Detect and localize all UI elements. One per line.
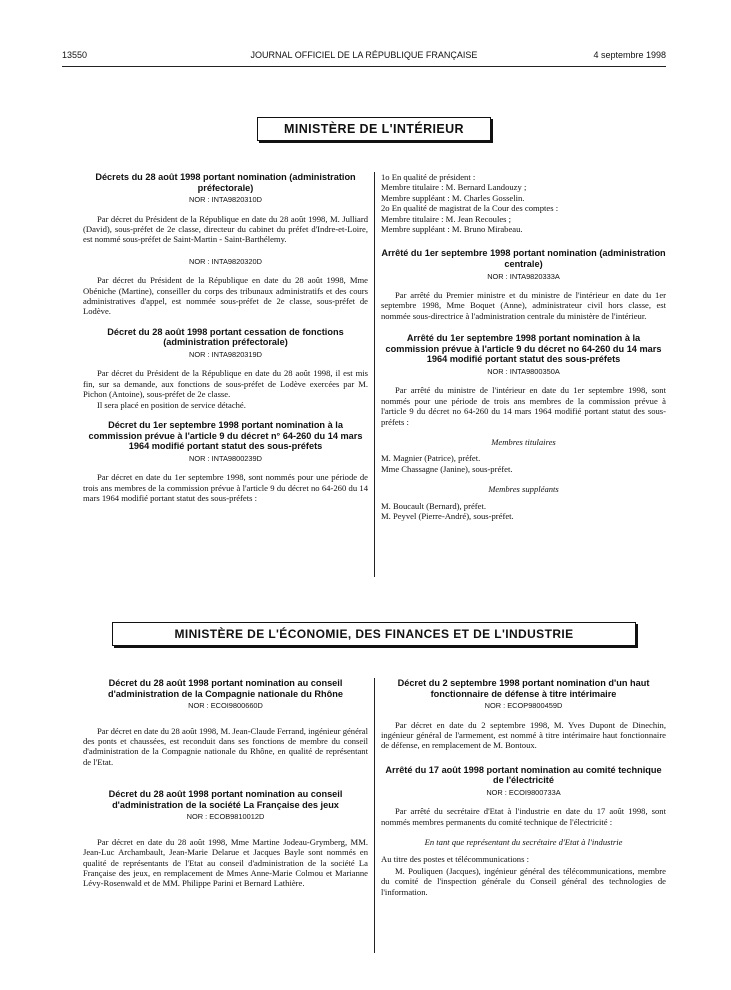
article	[83, 327, 368, 410]
postes-line: Au titre des postes et télécommunications :	[381, 853, 529, 864]
article	[83, 257, 368, 317]
commission-line: Membre titulaire : M. Bernard Landouzy ;	[381, 182, 527, 193]
ministry-title: MINISTÈRE DE L'ÉCONOMIE, DES FINANCES ET DE L'INDUSTRIE	[174, 627, 574, 641]
article	[83, 789, 368, 889]
article-title: Décret du 28 août 1998 portant nomination au conseil d'administration de la société La Française des jeux	[108, 789, 343, 810]
nor-reference: NOR : INTA9820333A	[487, 271, 560, 281]
nor-reference: NOR : ECOI9800733A	[486, 788, 561, 797]
article-title: Décret du 1er septembre 1998 portant nomination à la commission prévue à l'article 9 du décret n° 64-260 du 14 mars 1964 modifié portant statut des sous-préfets	[88, 420, 363, 452]
journal-title: JOURNAL OFFICIEL DE LA RÉPUBLIQUE FRANÇAISE	[250, 50, 478, 60]
member-paragraph: M. Pouliquen (Jacques), ingénieur général des télécommunications, membre du comité de l'inspection générale du Conseil général des technologies de l'information.	[381, 866, 666, 897]
commission-line: Membre titulaire : M. Jean Recoules ;	[381, 213, 512, 224]
page-number: 13550	[62, 50, 88, 60]
article-title: Arrêté du 1er septembre 1998 portant nomination à la commission prévue à l'article 9 du décret no 64-260 du 14 mars 1964 modifié portant statut des sous-préfets	[385, 333, 662, 365]
article-paragraph: Par arrêté du Premier ministre et du ministre de l'intérieur en date du 1er septembre 1998, Mme Boquet (Anne), administrateur civil hors classe, est nommée sous-directrice à l'administration centrale du ministère de l'intérieur.	[381, 290, 666, 321]
article	[83, 172, 368, 245]
section1-left-column	[83, 172, 368, 511]
member-line: M. Magnier (Patrice), préfet.	[381, 453, 481, 464]
nor-reference: NOR : ECOI9800660D	[188, 701, 263, 711]
article-paragraph: Par décret du Président de la République en date du 28 août 1998, Mme Obéniche (Martine), conseiller du corps des tribunaux administratifs et des cours administratives d'appel, est nommée sous-préfet de 2e classe, sous-préfet de Lodève.	[83, 275, 368, 317]
member-line: Mme Chassagne (Janine), sous-préfet.	[381, 463, 513, 474]
members-heading: Membres titulaires	[491, 437, 556, 448]
commission-line: Membre suppléant : M. Charles Gosselin.	[381, 192, 525, 203]
ministry-title: MINISTÈRE DE L'INTÉRIEUR	[284, 122, 464, 136]
nor-reference: NOR : INTA9820319D	[189, 350, 262, 360]
section2-right-column	[381, 678, 666, 905]
article-paragraph: Par arrêté du secrétaire d'Etat à l'industrie en date du 17 août 1998, sont nommés membres permanents du comité technique de l'électricité :	[381, 806, 666, 827]
nor-reference: NOR : ECOP9800459D	[484, 701, 563, 711]
section1-right-column	[381, 172, 666, 522]
ministry-economie-box	[112, 622, 636, 646]
commission-line: 1o En qualité de président :	[381, 172, 476, 182]
article-title: Arrêté du 1er septembre 1998 portant nomination (administration centrale)	[381, 248, 666, 270]
nor-reference: NOR : INTA9800350A	[487, 367, 560, 377]
article	[381, 333, 666, 427]
article	[381, 765, 666, 827]
ministry-interieur-box	[257, 117, 491, 141]
article	[381, 678, 666, 751]
column-divider	[374, 172, 375, 577]
section2-left-column	[83, 678, 368, 897]
article-paragraph: Par décret en date du 1er septembre 1998, sont nommés pour une période de trois ans membres de la commission prévue à l'article 9 du décret no 64-260 du 14 mars 1964 modifié portant statut des sous-préfets :	[83, 472, 368, 504]
page-header	[62, 50, 666, 64]
article	[381, 248, 666, 321]
commission-line: 2o En qualité de magistrat de la Cour des comptes :	[381, 203, 559, 214]
nor-reference: NOR : INTA9800239D	[189, 453, 262, 463]
members-heading: Membres suppléants	[488, 484, 559, 495]
nor-reference: NOR : INTA9820310D	[189, 195, 262, 205]
member-line: M. Boucault (Bernard), préfet.	[381, 500, 486, 511]
article-title: Décret du 2 septembre 1998 portant nomination d'un haut fonctionnaire de défense à titre intérimaire	[397, 678, 650, 699]
article-paragraph: Par décret en date du 28 août 1998, M. Jean-Claude Ferrand, ingénieur général des ponts et chaussées, est reconduit dans ses fonctions de membre du conseil d'administration de la Compagnie nationale du Rhône, en qualité de représentant de l'Etat.	[83, 725, 368, 767]
article-paragraph: Il sera placé en position de service détaché.	[97, 399, 246, 410]
member-line: M. Peyvel (Pierre-André), sous-préfet.	[381, 511, 514, 522]
article-paragraph: Par arrêté du ministre de l'intérieur en date du 1er septembre 1998, sont nommés pour une période de trois ans membres de la commission prévue à l'article 9 du décret no 64-260 du 14 mars 1964 modifié portant statut des sous-préfets :	[381, 385, 666, 427]
article-paragraph: Par décret du Président de la République en date du 28 août 1998, il est mis fin, sur sa demande, aux fonctions de sous-préfet de Lodève exercées par M. Pichon (Antoine), sous-préfet de 2e classe.	[83, 368, 368, 400]
column-divider	[374, 678, 375, 953]
article-paragraph: Par décret du Président de la République en date du 28 août 1998, M. Julliard (David), sous-préfet de 2e classe, directeur du cabinet du préfet d'Indre-et-Loire, est nommé sous-préfet de Saint-Martin - Saint-Barthélemy.	[83, 213, 368, 245]
nor-reference: NOR : ECOB9810012D	[186, 812, 265, 822]
representant-heading: En tant que représentant du secrétaire d'Etat à l'industrie	[424, 837, 623, 848]
article-title: Décret du 28 août 1998 portant nomination au conseil d'administration de la Compagnie nationale du Rhône	[108, 678, 343, 699]
article-paragraph: Par décret en date du 2 septembre 1998, M. Yves Dupont de Dinechin, ingénieur général de l'armement, est nommé à titre intérimaire haut fonctionnaire de défense, en remplacement de M. Bontoux.	[381, 719, 666, 751]
header-rule	[62, 66, 666, 67]
issue-date: 4 septembre 1998	[593, 50, 666, 60]
commission-line: Membre suppléant : M. Bruno Mirabeau.	[381, 224, 523, 235]
article-title: Décrets du 28 août 1998 portant nomination (administration préfectorale)	[95, 172, 356, 193]
article-title: Décret du 28 août 1998 portant cessation de fonctions (administration préfectorale)	[107, 326, 344, 348]
article	[83, 420, 368, 503]
nor-reference: NOR : INTA9820320D	[189, 256, 262, 266]
article-paragraph: Par décret en date du 28 août 1998, Mme Martine Jodeau-Grymberg, MM. Jean-Luc Archambault, Jean-Marie Delarue et Jacques Bayle sont nommés en qualité de représentants de l'Etat au conseil d'administration de la société La Française des jeux, en remplacement de Mmes Anne-Marie Colmou et Marianne Lévy-Rosenwald et de MM. Philippe Parini et Bernard Lathière.	[83, 836, 368, 889]
article-title: Arrêté du 17 août 1998 portant nomination au comité technique de l'électricité	[385, 764, 662, 786]
article	[83, 678, 368, 767]
